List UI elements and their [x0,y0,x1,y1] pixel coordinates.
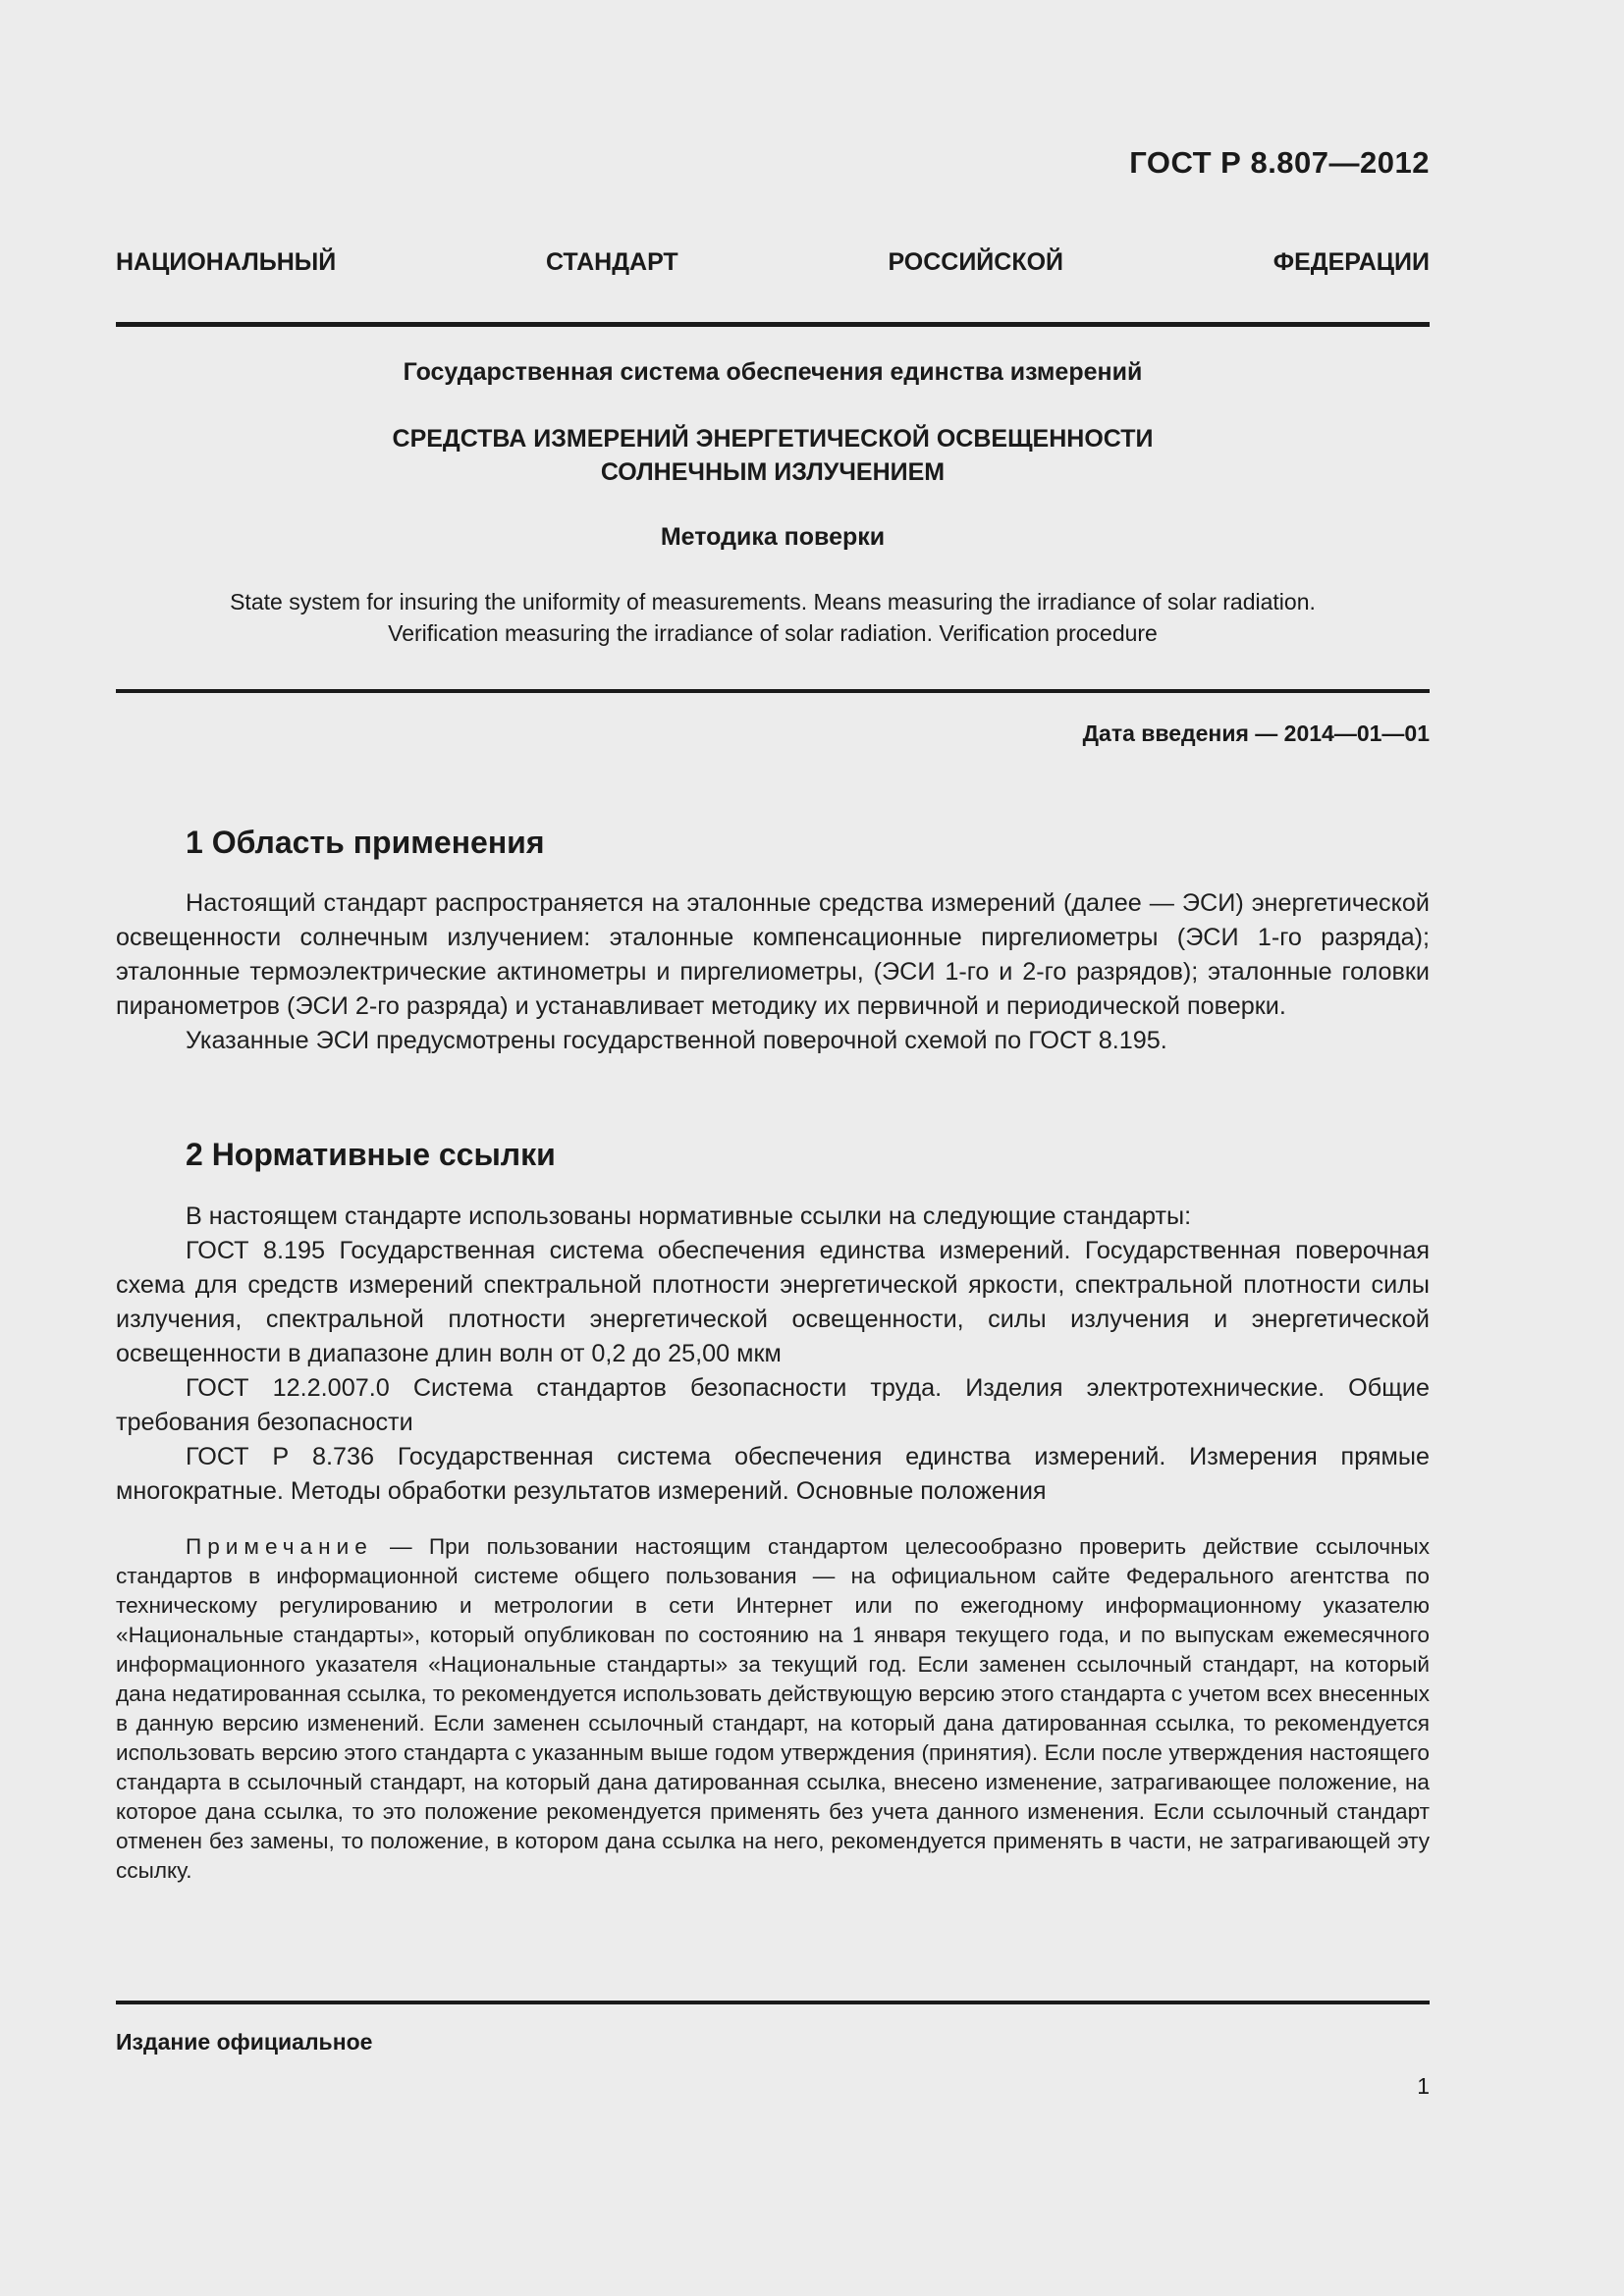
note-paragraph [116,1532,1430,1886]
document-subtitle: Методика поверки [660,523,886,551]
title-line: СРЕДСТВА ИЗМЕРЕНИЙ ЭНЕРГЕТИЧЕСКОЙ ОСВЕЩЕННОСТИ [392,425,1154,453]
standard-code: ГОСТ Р 8.807—2012 [1129,145,1430,180]
official-edition-label: Издание официальное [116,2029,373,2055]
banner-word: РОССИЙСКОЙ [888,248,1064,276]
section-heading-scope: 1 Область применения [186,825,545,860]
banner-word: СТАНДАРТ [545,248,678,276]
top-divider [116,322,1430,327]
note-label: Примечание [186,1534,373,1559]
national-standard-banner [116,248,1430,277]
note-text: — При пользовании настоящим стандартом целесообразно проверить действие ссылочных стандартов в информационной системе общего пользования — на официальном сайте Федерального агентства по техническому регулированию и метрологии в сети Интернет или по ежегодному информационному указателю «Национальные стандарты», который опубликован по состоянию на 1 января текущего года, и по выпускам ежемесячного информационного указателя «Национальные стандарты» за текущий год. Если заменен ссылочный стандарт, на который дана недатированная ссылка, то рекомендуется использовать действующую версию этого стандарта с учетом всех внесенных в данную версию изменений. Если заменен ссылочный стандарт, на который дана датированная ссылка, то рекомендуется использовать версию этого стандарта с указанным выше годом утверждения (принятия). Если после утверждения настоящего стандарта в ссылочный стандарт, на который дана датированная ссылка, внесено изменение, затрагивающее положение, на которое дана ссылка, то это положение рекомендуется применять без учета данного изменения. Если ссылочный стандарт отменен без замены, то положение, в котором дана ссылка на него, рекомендуется применять в части, не затрагивающей эту ссылку. [116,1534,1430,1883]
footer-divider [116,2001,1430,2004]
document-title [116,422,1430,489]
reference-item: ГОСТ 8.195 Государственная система обеспечения единства измерений. Государственная поверочная схема для средств измерений спектральной плотности энергетической яркости, спектральной плотности силы излучения, спектральной плотности энергетической освещенности, силы излучения и энергетической освещенности в диапазоне длин волн от 0,2 до 25,00 мкм [116,1237,1430,1367]
banner-word: ФЕДЕРАЦИИ [1272,248,1430,276]
english-title-line: State system for insuring the uniformity of measurements. Means measuring the irradiance of solar radiation. [230,589,1316,614]
paragraph: Указанные ЭСИ предусмотрены государственной поверочной схемой по ГОСТ 8.195. [186,1027,1167,1054]
banner-word: НАЦИОНАЛЬНЫЙ [116,248,337,276]
english-title [116,586,1430,649]
section-scope-body [116,886,1430,1058]
section-references-body [116,1200,1430,1509]
page-number: 1 [1417,2073,1430,2099]
series-title: Государственная система обеспечения единства измерений [403,358,1143,386]
introduction-date: Дата введения — 2014—01—01 [1082,721,1430,746]
reference-item: ГОСТ 12.2.007.0 Система стандартов безопасности труда. Изделия электротехнические. Общие требования безопасности [116,1374,1430,1436]
paragraph: Настоящий стандарт распространяется на эталонные средства измерений (далее — ЭСИ) энергетической освещенности солнечным излучением: эталонные компенсационные пиргелиометры (ЭСИ 1-го разряда); эталонные термоэлектрические актинометры и пиргелиометры, (ЭСИ 1-го и 2-го разрядов); эталонные головки пиранометров (ЭСИ 2-го разряда) и устанавливает методику их первичной и периодической поверки. [116,889,1430,1020]
title-line: СОЛНЕЧНЫМ ИЗЛУЧЕНИЕМ [600,458,946,486]
title-divider [116,689,1430,693]
paragraph: В настоящем стандарте использованы нормативные ссылки на следующие стандарты: [186,1202,1192,1230]
section-heading-references: 2 Нормативные ссылки [186,1137,556,1172]
reference-item: ГОСТ Р 8.736 Государственная система обеспечения единства измерений. Измерения прямые многократные. Методы обработки результатов измерений. Основные положения [116,1443,1430,1505]
english-title-line: Verification measuring the irradiance of solar radiation. Verification procedure [388,620,1158,646]
